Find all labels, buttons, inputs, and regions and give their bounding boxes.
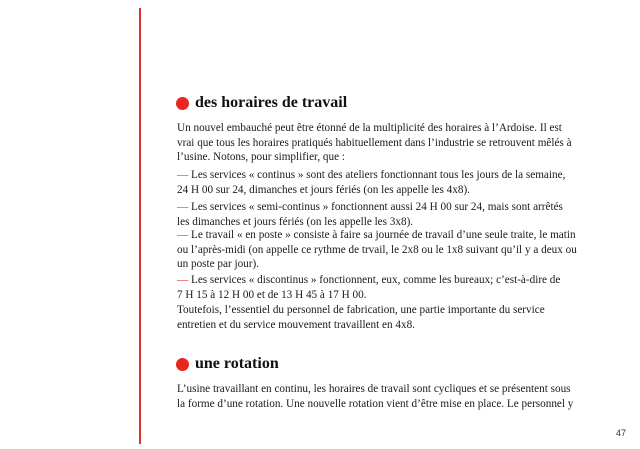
rotation-paragraph: [177, 382, 623, 411]
text-line: [177, 168, 623, 183]
dash-marker: —: [177, 274, 189, 286]
list-item-semi-continus: [177, 200, 623, 229]
text-segment: Les services « discontinus » fonctionnent, eux, comme les bureaux; c’est-à-dire de: [190, 274, 561, 286]
section-heading-rotation: [176, 355, 279, 373]
outro-paragraph: [177, 303, 623, 332]
dash-marker: —: [177, 201, 189, 213]
dash-marker: —: [177, 229, 189, 241]
text-line: [177, 200, 623, 215]
section-heading-horaires: [176, 94, 347, 112]
page-number: 47: [615, 428, 626, 438]
list-item-continus: [177, 168, 623, 197]
text-line: L’usine travaillant en continu, les horaires de travail sont cycliques et se présentent sous: [177, 383, 571, 395]
text-segment: Les services « continus » sont des ateliers fonctionnant tous les jours de la semaine,: [190, 169, 566, 181]
intro-paragraph: [177, 121, 623, 165]
text-segment: Le travail « en poste » consiste à faire sa journée de travail d’une seule traite, le matin: [190, 229, 576, 241]
section-heading-text: des horaires de travail: [195, 94, 348, 111]
text-line: les dimanches et jours fériés (on les appelle les 3x8).: [177, 215, 414, 228]
red-bullet-icon: [176, 97, 189, 110]
text-line: un poste par jour).: [177, 258, 260, 270]
text-line: la forme d’une rotation. Une nouvelle rotation vient d’être mise en place. Le personnel y: [177, 397, 574, 410]
section-heading-text: une rotation: [195, 355, 279, 372]
text-line: entretien et du service mouvement travaillent en 4x8.: [177, 318, 415, 331]
text-line: Toutefois, l’essentiel du personnel de fabrication, une partie importante du service: [177, 304, 545, 316]
dash-marker: —: [177, 169, 189, 181]
text-line: 24 H 00 sur 24, dimanches et jours fériés (on les appelle les 4x8).: [177, 183, 470, 196]
list-item-discontinus: [177, 273, 623, 302]
text-line: 7 H 15 à 12 H 00 et de 13 H 45 à 17 H 00.: [177, 288, 367, 301]
list-item-en-poste: [177, 228, 623, 272]
text-line: vrai que tous les horaires pratiqués habituellement dans l’industrie se retrouvent mêlés à: [177, 136, 572, 149]
text-line: [177, 273, 623, 288]
red-bullet-icon: [176, 358, 189, 371]
text-segment: Les services « semi-continus » fonctionnent aussi 24 H 00 sur 24, mais sont arrêtés: [190, 201, 563, 213]
text-line: [177, 228, 623, 243]
text-line: Un nouvel embauché peut être étonné de la multiplicité des horaires à l’Ardoise. Il est: [177, 122, 562, 134]
text-line: l’usine. Notons, pour simplifier, que :: [177, 151, 345, 163]
margin-rule: [139, 8, 141, 444]
text-line: ou l’après-midi (on appelle ce rythme de trvail, le 2x8 ou le 1x8 suivant qu’il y a deux ou: [177, 243, 577, 256]
